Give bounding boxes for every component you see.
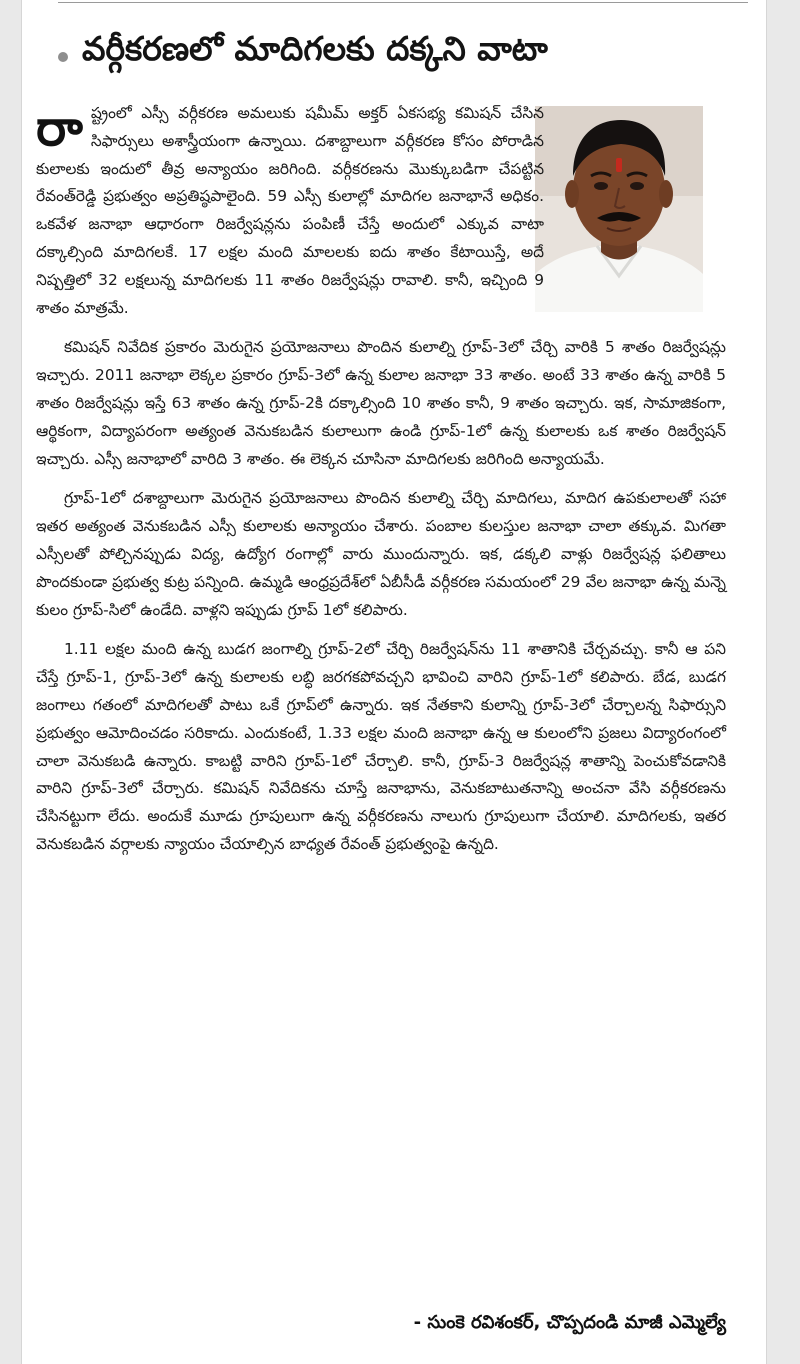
photo-spacer bbox=[544, 100, 726, 316]
paragraph-2: కమిషన్ నివేదిక ప్రకారం మెరుగైన ప్రయోజనాలు పొందిన కులాల్ని గ్రూప్-3లో చేర్చి వారికి 5 శాతం రిజర్వేషన్లు ఇచ్చారు. 2011 జనాభా లెక్కల ప్రకారం గ్రూప్-3లో ఉన్న కులాల జనాభా 33 శాతం. అంటే 33 శాతం ఉన్న వారికి 5 శాతం రిజర్వేషన్లు ఇస్తే 63 శాతం ఉన్న గ్రూప్-2కి దక్కాల్సింది 10 శాతం కానీ, 9 శాతం ఇచ్చారు. ఇక, సామాజికంగా, ఆర్థికంగా, విద్యాపరంగా అత్యంత వెనుకబడిన కులాలుగా ఉండి గ్రూప్-1లో ఉన్న కులాలకు ఒక శాతం రిజర్వేషన్ ఇచ్చారు. ఎస్సీ జనాభాలో వారిది 3 శాతం. ఈ లెక్కన చూసినా మాదిగలకు జరిగింది అన్యాయమే. bbox=[36, 338, 726, 468]
headline bbox=[58, 24, 758, 80]
paragraph-3: గ్రూప్-1లో దశాబ్దాలుగా మెరుగైన ప్రయోజనాలు పొందిన కులాల్ని చేర్చి మాదిగలు, మాదిగ ఉపకులాలతో సహా ఇతర అత్యంత వెనుకబడిన ఎస్సీ కులాలకు అన్యాయం చేశారు. పంబాల కులస్తుల జనాభా చాలా తక్కువ. మిగతా ఎస్సీలతో పోల్చినప్పుడు విద్య, ఉద్యోగ రంగాల్లో వారు ముందున్నారు. ఇక, డక్కలి వాళ్లు రిజర్వేషన్ల ఫలితాలు పొందకుండా ప్రభుత్వ కుట్ర పన్నింది. ఉమ్మడి ఆంధ్రప్రదేశ్‌లో ఏబీసీడీ వర్గీకరణ సమయంలో 29 వేల జనాభా ఉన్న మన్నె కులం గ్రూప్-సిలో ఉండేది. వాళ్లని ఇప్పుడు గ్రూప్ 1లో కలిపారు. bbox=[36, 489, 726, 619]
article-body bbox=[36, 100, 726, 871]
paragraph-4: 1.11 లక్షల మంది ఉన్న బుడగ జంగాల్ని గ్రూప్-2లో చేర్చి రిజర్వేషన్‌ను 11 శాతానికి చేర్చవచ్చు. కానీ ఆ పని చేస్తే గ్రూప్-1, గ్రూప్-3లో ఉన్న కులాలకు లబ్ధి జరగకపోవచ్చని భావించి వారిని గ్రూప్-1లో కలిపారు. బేడ, బుడగ జంగాలు గతంలో మాదిగలతో పాటు ఒకే గ్రూప్‌లో ఉన్నారు. ఇక నేతకాని కులాన్ని గ్రూప్-3లో చేర్చాలన్న సిఫార్సుని ప్రభుత్వం ఆమోదించడం సరికాదు. ఎందుకంటే, 1.33 లక్షల మంది జనాభా ఉన్న ఆ కులంలోని ప్రజలు విద్యారంగంలో చాలా వెనుకబడి ఉన్నారు. కాబట్టి వారిని గ్రూప్-1లో చేర్చాలి. కానీ, గ్రూప్-3 రిజర్వేషన్ల శాతాన్ని పెంచుకోవడానికి వారిని గ్రూప్-3లో చేర్చారు. కమిషన్ నివేదికను చూస్తే జనాభాను, వెనుకబాటుతనాన్ని అంచనా వేసి వర్గీకరణను చేసినట్టుగా లేదు. అందుకే మూడు గ్రూపులుగా ఉన్న వర్గీకరణను నాలుగు గ్రూపులుగా చేయాలి. మాదిగలకు, ఇతర వెనుకబడిన వర్గాలకు న్యాయం చేయాల్సిన బాధ్యత రేవంత్ ప్రభుత్వంపై ఉన్నది. bbox=[36, 640, 726, 853]
lead-paragraph-text: ష్ట్రంలో ఎస్సీ వర్గీకరణ అమలుకు షమీమ్ అక్తర్ ఏకసభ్య కమిషన్ చేసిన సిఫార్సులు అశాస్త్రీయంగా ఉన్నాయి. దశాబ్దాలుగా వర్గీకరణ కోసం పోరాడిన కులాలకు ఇందులో తీవ్ర అన్యాయం జరిగింది. వర్గీకరణను మొక్కుబడిగా చేపట్టిన రేవంత్‌రెడ్డి ప్రభుత్వం అప్రతిష్ఠపాలైంది. 59 ఎస్సీ కులాల్లో మాదిగల జనాభానే అధికం. ఒకవేళ జనాభా ఆధారంగా రిజర్వేషన్లను పంపిణీ చేస్తే అందులో ఎక్కువ వాటా దక్కాల్సింది మాదిగలకే. 17 లక్షల మంది మాలలకు ఐదు శాతం కేటాయిస్తే, అదే నిష్పత్తిలో 32 లక్షలున్న మాదిగలకు 11 శాతం రిజర్వేషన్లు రావాలి. కానీ, ఇచ్చింది 9 శాతం మాత్రమే. bbox=[36, 104, 544, 317]
dropcap: రా bbox=[36, 99, 83, 157]
top-rule bbox=[58, 2, 748, 3]
headline-text: వర్గీకరణలో మాదిగలకు దక్కని వాటా bbox=[82, 28, 548, 68]
bullet-icon bbox=[58, 52, 68, 62]
author-signature: - సుంకె రవిశంకర్, చొప్పదండి మాజీ ఎమ్మెల్యే bbox=[413, 1312, 726, 1333]
